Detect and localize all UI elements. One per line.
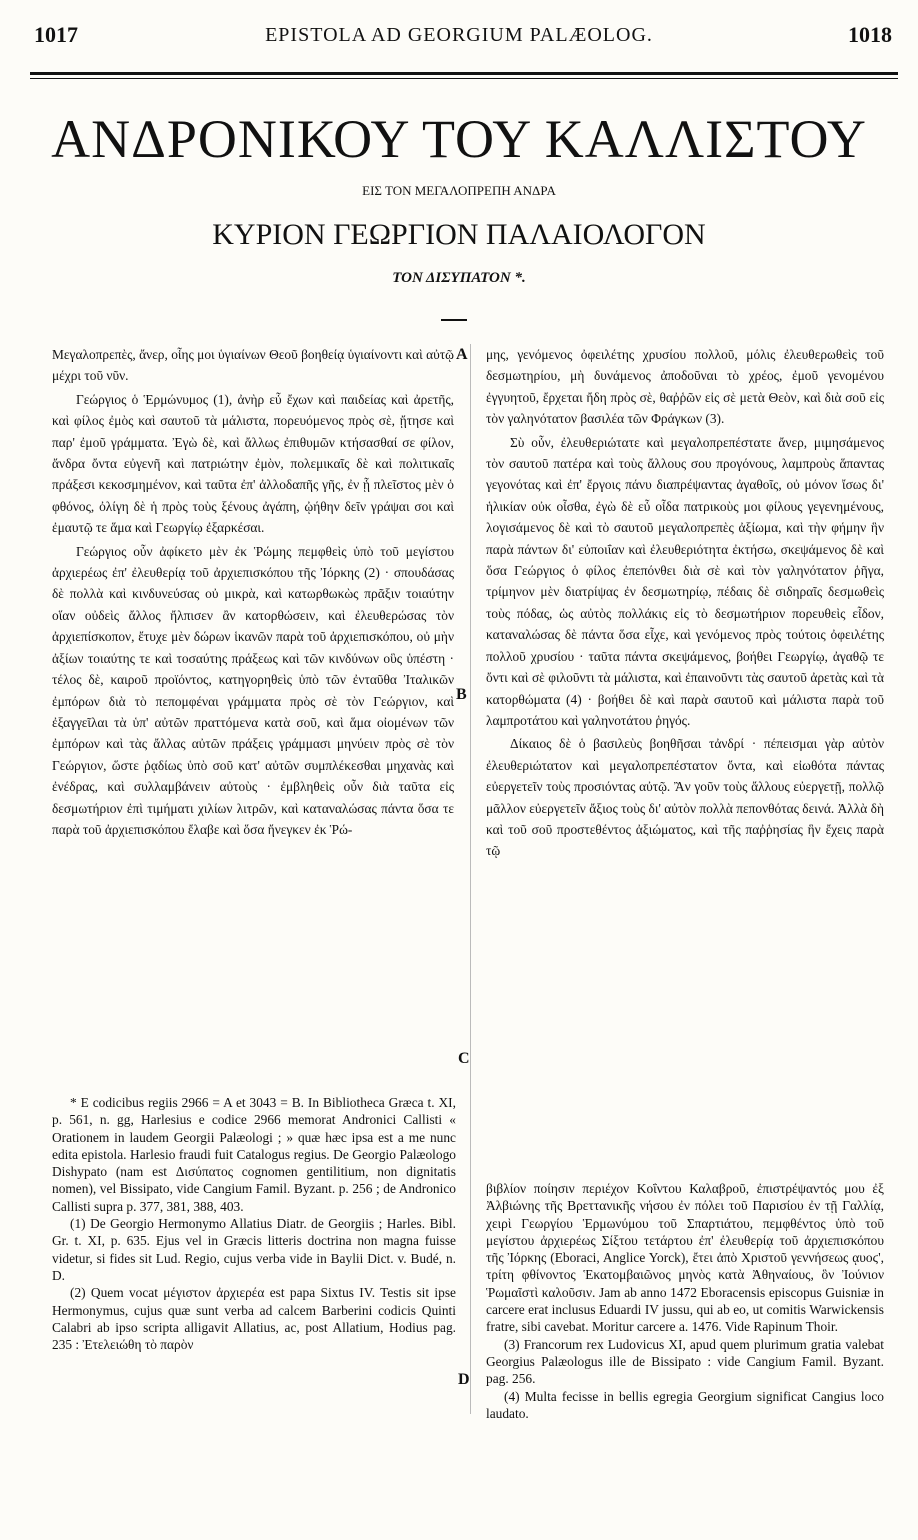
paragraph: Γεώργιος ὁ Ἑρμώνυμος (1), ἀνὴρ εὖ ἔχων καὶ παιδείας καὶ ἀρετῆς, καὶ φίλος ἐμὸς καὶ σαυτοῦ τὰ μάλιστα, πορευόμενος πρὸς σὲ, ᾔτησε καὶ παρ' ἐμοῦ γράμματα. Ἐγὼ δὲ, καὶ ἄλλως ἐπιθυμῶν κτήσασθαί σε φίλον, ἄνδρα ὄντα εὐγενῆ καὶ πατριώτην ἐμὸν, πολεμικαῖς δὲ καὶ πολιτικαῖς πράξεσι κεκοσμημένον, καὶ ταῦτα ἐπ' ἀλλοδαπῆς γῆς, ἐν ᾗ πλεῖστος μὲν ὁ φθόνος, ὀλίγη δὲ ἡ πρὸς τοὺς ξένους ἀγάπη, ᾠήθην δεῖν γράψαι σοι καὶ ἐμαυτῷ τε ἅμα καὶ Γεωργίῳ ἐξαρκέσαι. xyxy=(52,391,454,536)
footnote: (1) De Georgio Hermonymo Allatius Diatr. de Georgiis ; Harles. Bibl. Gr. t. XI, p. 635. Ejus vel in Græcis litteris doctrina non magna fuisse videtur, si fides sit Lud. Regio, cujus verba vide in Baylii Dict. v. Budé, n. D. xyxy=(52,1216,456,1283)
footnotes-left xyxy=(52,1094,456,1353)
right-column xyxy=(486,344,884,862)
margin-letter-c: C xyxy=(458,1050,470,1067)
running-header xyxy=(0,10,918,54)
margin-letter-d: D xyxy=(458,1371,470,1388)
paragraph: Μεγαλοπρεπὲς, ἄνερ, οἷης μοι ὑγιαίνων Θεοῦ βοηθείᾳ ὑγιαίνοντι καὶ αὐτῷ μέχρι τοῦ νῦν. xyxy=(52,347,454,384)
running-title: EPISTOLA AD GEORGIUM PALÆOLOG. xyxy=(265,24,653,46)
page-number-right: 1018 xyxy=(848,22,892,47)
header-rule-thin xyxy=(30,78,898,79)
margin-letter-a: A xyxy=(456,346,468,363)
header-rule-thick xyxy=(30,72,898,75)
paragraph: Δίκαιος δὲ ὁ βασιλεὺς βοηθῆσαι τἀνδρί · πέπεισμαι γὰρ αὐτὸν ἐλευθεριώτατον καὶ μεγαλοπρεπέστατον ὄντα, καὶ εἰωθότα πάντας εὐεργετεῖν τοὺς προσιόντας αὐτῷ. Ἂν γοῦν τοὺς ἄλλους εὐεργετῇ, πολλῷ μᾶλλον εὐεργετεῖν ἄξιος τοὺς δι' αὐτὸν πολλὰ πεπονθότας δεινά. Ἀλλὰ δὴ καὶ τοῦ σοῦ προστεθέντος ἀξιώματος, καὶ τῆς παῤῥησίας ἣν ἔχεις παρὰ τῷ xyxy=(486,736,884,859)
title-line-2: ΕΙΣ ΤΟΝ ΜΕΓΑΛΟΠΡΕΠΗ ΑΝΔΡΑ xyxy=(362,183,556,198)
margin-letter-b: B xyxy=(456,686,467,703)
footnote: (2) Quem vocat μέγιστον ἀρχιερέα est papa Sixtus IV. Testis sit ipse Hermonymus, cujus quæ sunt verba ad calcem Barberini codicis Quinti Calabri ab ipso scripta alligavit Allatius, ac, post Allatium, Hodius pag. 235 : Ἐτελειώθη τὸ παρὸν xyxy=(52,1285,456,1353)
paragraph: μης, γενόμενος ὀφειλέτης χρυσίου πολλοῦ, μόλις ἐλευθερωθεὶς τοῦ δεσμωτηρίου, μὴ δυνάμενος ἀποδοῦναι τὸ χρέος, ἐμοῦ γενομένου ἐγγυητοῦ, ἔρχεται ἤδη πρὸς σὲ, θαῤῥῶν εἰς σὲ μετὰ Θεὸν, καὶ διὰ σοῦ εἰς τὸν γαληνότατον βασιλέα τῶν Φράγκων (3). xyxy=(486,347,884,427)
footnote: βιβλίον ποίησιν περιέχον Κοΐντου Καλαβροῦ, ἐπιστρέψαντός μου ἐξ Ἀλβιώνης τῆς Βρεττανικῆς νήσου ἐν πόλει τοῦ Παρισίου ἐν τῇ Γαλλίᾳ, χειρὶ Γεωργίου Ἑρμωνύμου τοῦ Σπαρτιάτου, πεμφθέντος ὑπὸ τοῦ μεγίστου ἀρχιερέως Σίξτου τετάρτου ἐπ' ἐλευθερίᾳ τοῦ ἀρχιεπισκόπου τῆς Ἰόρκης (Eboraci, Anglice Yorck), ἔτει ἀπὸ Χριστοῦ γεννήσεως ᾳυοϛ', τρίτη φθίνοντος Ἑκατομβαιῶνος μηνὸς κατὰ Ἀθηναίους, ὃν Ἰούνιον Ῥωμαῖστὶ καλοῦσιν. Jam ab anno 1472 Eboracensis episcopus Guisniæ in carcere erat inclusus Eduardi IV jussu, qui ab eo, ut comitis Warwickensis fratre, sibi cavebat. Moritur carcere a. 1476. Vide Rapinum Thoir. xyxy=(486,1181,884,1335)
column-gutter xyxy=(470,344,471,1414)
footnote: (3) Francorum rex Ludovicus XI, apud quem plurimum gratia valebat Georgius Palæologus ille de Bissipato : vide Cangium Famil. Byzant. pag. 256. xyxy=(486,1336,884,1387)
paragraph: Σὺ οὖν, ἐλευθεριώτατε καὶ μεγαλοπρεπέστατε ἄνερ, μιμησάμενος τὸν σαυτοῦ πατέρα καὶ τοὺς ἄλλους σου προγόνους, λαμπροὺς ἅπαντας γεγονότας καὶ ἐπ' ἔργοις πάνυ διαπρέψαντας ἀγαθοῖς, οὐ μόνον ἴσως δι' ἡλικίαν οὐκ οἶσθα, ἐγὼ δὲ εὖ οἶδα πατρικοὺς μοι φίλους γεγενημένους, λογισάμενος δὲ καὶ τὸ σαυτοῦ μεγαλοπρεπὲς ἀξίωμα, καὶ τὴν φήμην ἣν παρὰ πάντων δι' εὐποιΐαν καὶ ἐλευθεριότητα ἐκτήσω, σκεψάμενος δὲ καὶ ὅσα Γεώργιος ὁ φίλος ἐπεπόνθει διὰ σὲ καὶ τὸν γαληνότατον ῥῆγα, τρίμηνον μὲν διατρίψας ἐν δεσμωτηρίῳ, πέδαις δὲ σιδηραῖς δεσμωθεὶς τοὺς πόδας, ὡς αὐτὸς πολλάκις εἰς τὸ δεσμωτήριον πορευθεὶς εἶδον, καταναλώσας δὲ πάντα ὅσα εἶχε, καὶ γενόμενος πρὸς τούτοις ὀφειλέτης πολλοῦ χρυσίου · ταῦτα πάντα σκεψάμενος, βοήθει Γεωργίῳ, ἀγαθῷ τε ὄντι καὶ σὲ φιλοῦντι τὰ μάλιστα, καὶ ἐπαινοῦντι τὰς σαυτοῦ ἀρετὰς καὶ τὰ κατορθώματα (4) · βοήθει δὲ καὶ παρὰ σαυτοῦ καὶ μάλιστα παρὰ τοῦ λαμπροτάτου καὶ γαληνοτάτου ῥηγός. xyxy=(486,434,884,728)
paragraph: Γεώργιος οὖν ἀφίκετο μὲν ἐκ Ῥώμης πεμφθεὶς ὑπὸ τοῦ μεγίστου ἀρχιερέως ἐπ' ἐλευθερίᾳ τοῦ ἀρχιεπισκόπου τῆς Ἰόρκης (2) · σπουδάσας δὲ πολλὰ καὶ κινδυνεύσας οὐ μικρὰ, καὶ κατωρθωκὼς πρᾶξιν τοιαύτην οἵαν οὐδεὶς ἄλλος ἤλπισεν ἂν κατορθώσειν, καὶ ἐλευθερώσας τὸν ἀρχιεπίσκοπον, ἔτυχε μὲν δώρων ἱκανῶν παρὰ τοῦ ἀρχιεπισκόπου, οὐ μὴν ἀξίων τοιαύτης τε καὶ τοσαύτης πράξεως καὶ τῶν κινδύνων οὓς ὑπέστη · τέλος δὲ, καιροῦ προϊόντος, κατηγορηθεὶς ὑπὸ τῶν ἐνταῦθα Ἰταλικῶν ἐμπόρων διὰ τὸ πεπομφέναι γράμματα πρὸς σὲ τὸν Γεώργιον, καὶ ἐξαγγεῖλαι τὰ ὑπ' αὐτῶν πραττόμενα κατὰ σοῦ, καὶ ἅμα οἰομένων τῶν ἐμπόρων καὶ τὰς ἄλλας αὐτῶν πράξεις γράμμασι μηνύειν πρὸς σὲ τὸν Γεώργιον, ὥστε ῥᾳδίως ὑπὸ σοῦ κατ' αὐτῶν συμπλέκεσθαι μηχανὰς καὶ ἐνέδρας, καὶ συλλαμβάνειν αὐτοὺς · ἐμβληθεὶς οὖν διὰ ταῦτα εἰς δεσμωτήριον ἐπὶ τιμήματι χιλίων λιτρῶν, καὶ καταναλώσας πάντα ὅσα τε παρὰ τοῦ ἀρχιεπισκόπου ἔλαβε καὶ ὅσα ἤνεγκεν ἐκ Ῥώ- xyxy=(52,543,454,837)
footnotes-right xyxy=(486,1180,884,1422)
title-divider xyxy=(441,319,467,321)
page-number-left: 1017 xyxy=(34,22,78,47)
footnote: (4) Multa fecisse in bellis egregia Georgium significat Cangius loco laudato. xyxy=(486,1388,884,1421)
title-line-3: ΚΥΡΙΟΝ ΓΕΩΡΓΙΟΝ ΠΑΛΑΙΟΛΟΓΟΝ xyxy=(212,218,706,251)
document-title: ΑΝΔΡΟΝΙΚΟΥ ΤΟΥ ΚΑΛΛΙΣΤΟΥ xyxy=(51,109,867,169)
title-line-4: ΤΟΝ ΔΙΣΥΠΑΤΟΝ *. xyxy=(392,270,526,286)
footnote: * E codicibus regiis 2966 = A et 3043 = B. In Bibliotheca Græca t. XI, p. 561, n. gg, Harlesius e codice 2966 memorat Andronici Callisti « Orationem in laudem Georgii Palæologi ; » quæ hæc ipsa est a me nunc edita epistola. Harlesio fraudi fuit Catalogus regius. De Georgio Palæologo Dishypato (nam est Δισύπατος cognomen gentilitium, non dignitatis nomen), vel Bissipato, vide Cangium Famil. Byzant. p. 256 ; de Andronico Callisti supra p. 377, 381, 388, 403. xyxy=(52,1095,456,1214)
left-column xyxy=(52,344,454,840)
